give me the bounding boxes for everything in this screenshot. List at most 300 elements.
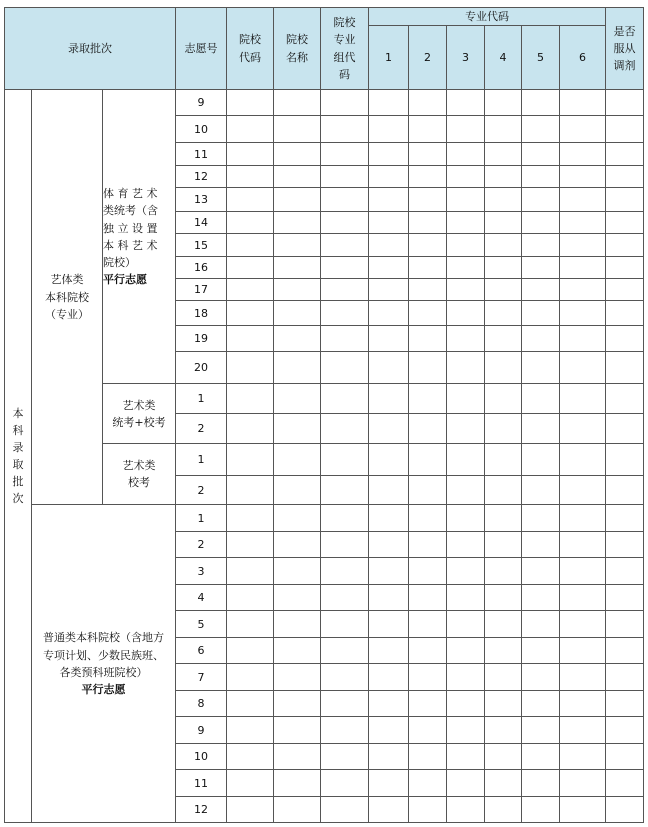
major-6-cell[interactable]: [560, 414, 606, 444]
major-1-cell[interactable]: [369, 585, 409, 611]
major-5-cell[interactable]: [522, 234, 560, 257]
group-code-cell[interactable]: [321, 717, 369, 744]
adjust-cell[interactable]: [606, 212, 644, 234]
major-6-cell[interactable]: [560, 611, 606, 638]
major-6-cell[interactable]: [560, 326, 606, 352]
school-code-cell[interactable]: [227, 664, 274, 691]
major-4-cell[interactable]: [485, 744, 522, 770]
major-1-cell[interactable]: [369, 384, 409, 414]
unified-exam-label-line: 院校）: [103, 255, 136, 269]
major-5-cell[interactable]: [522, 476, 560, 505]
adjust-cell[interactable]: [606, 444, 644, 476]
major-3-cell[interactable]: [447, 505, 485, 532]
major-6-cell[interactable]: [560, 257, 606, 279]
school-name-cell[interactable]: [274, 744, 321, 770]
major-1-cell[interactable]: [369, 116, 409, 143]
major-5-cell[interactable]: [522, 744, 560, 770]
unified-exam-label: [103, 90, 176, 384]
adjust-cell[interactable]: [606, 414, 644, 444]
major-6-cell[interactable]: [560, 585, 606, 611]
group-code-header-line: 院校: [333, 16, 356, 30]
major-6-cell[interactable]: [560, 476, 606, 505]
batch-label-char: 次: [12, 492, 24, 506]
group-code-cell[interactable]: [321, 279, 369, 301]
school-name-cell[interactable]: [274, 212, 321, 234]
major-3-cell[interactable]: [447, 532, 485, 558]
group-code-cell[interactable]: [321, 414, 369, 444]
school-code-cell[interactable]: [227, 234, 274, 257]
adjust-cell[interactable]: [606, 770, 644, 797]
major-5-cell[interactable]: [522, 166, 560, 188]
school-code-cell[interactable]: [227, 476, 274, 505]
major-4-cell[interactable]: [485, 301, 522, 326]
major-4-cell[interactable]: [485, 532, 522, 558]
group-code-cell[interactable]: [321, 691, 369, 717]
group-code-cell[interactable]: [321, 585, 369, 611]
major-1-cell[interactable]: [369, 664, 409, 691]
major-4-cell[interactable]: [485, 476, 522, 505]
major-2-cell[interactable]: [409, 797, 447, 823]
major-1-cell[interactable]: [369, 558, 409, 585]
volunteer-number: 11: [176, 770, 227, 797]
adjust-cell[interactable]: [606, 476, 644, 505]
major-1-cell[interactable]: [369, 611, 409, 638]
major-6-cell[interactable]: [560, 212, 606, 234]
major-1-cell[interactable]: [369, 166, 409, 188]
major-2-cell[interactable]: [409, 234, 447, 257]
adjust-cell[interactable]: [606, 234, 644, 257]
major-3-cell[interactable]: [447, 257, 485, 279]
major-6-cell[interactable]: [560, 532, 606, 558]
major-2-cell[interactable]: [409, 352, 447, 384]
school-name-cell[interactable]: [274, 611, 321, 638]
school-code-cell[interactable]: [227, 90, 274, 116]
major-5-cell[interactable]: [522, 558, 560, 585]
major-slot-header: 6: [560, 26, 606, 90]
adjust-cell[interactable]: [606, 143, 644, 166]
major-5-cell[interactable]: [522, 414, 560, 444]
adjust-cell[interactable]: [606, 384, 644, 414]
major-2-cell[interactable]: [409, 188, 447, 212]
group-code-cell[interactable]: [321, 532, 369, 558]
school-code-cell[interactable]: [227, 116, 274, 143]
major-1-cell[interactable]: [369, 505, 409, 532]
major-2-cell[interactable]: [409, 279, 447, 301]
group-code-cell[interactable]: [321, 212, 369, 234]
major-1-cell[interactable]: [369, 352, 409, 384]
group-code-cell[interactable]: [321, 90, 369, 116]
major-4-cell[interactable]: [485, 352, 522, 384]
major-3-cell[interactable]: [447, 444, 485, 476]
major-6-cell[interactable]: [560, 744, 606, 770]
major-4-cell[interactable]: [485, 166, 522, 188]
major-4-cell[interactable]: [485, 770, 522, 797]
major-6-cell[interactable]: [560, 770, 606, 797]
major-2-cell[interactable]: [409, 166, 447, 188]
major-4-cell[interactable]: [485, 414, 522, 444]
major-4-cell[interactable]: [485, 664, 522, 691]
adjust-cell[interactable]: [606, 638, 644, 664]
major-2-cell[interactable]: [409, 476, 447, 505]
major-2-cell[interactable]: [409, 444, 447, 476]
major-6-cell[interactable]: [560, 116, 606, 143]
adjust-cell[interactable]: [606, 717, 644, 744]
school-name-cell[interactable]: [274, 326, 321, 352]
major-3-cell[interactable]: [447, 638, 485, 664]
major-6-cell[interactable]: [560, 234, 606, 257]
school-name-cell[interactable]: [274, 532, 321, 558]
major-5-cell[interactable]: [522, 638, 560, 664]
batch-label-char: 科: [12, 423, 24, 437]
major-3-cell[interactable]: [447, 326, 485, 352]
major-slot-header: 4: [485, 26, 522, 90]
major-4-cell[interactable]: [485, 717, 522, 744]
major-5-cell[interactable]: [522, 90, 560, 116]
group-code-cell[interactable]: [321, 770, 369, 797]
major-4-cell[interactable]: [485, 638, 522, 664]
school-name-cell[interactable]: [274, 414, 321, 444]
school-code-cell[interactable]: [227, 717, 274, 744]
major-3-cell[interactable]: [447, 414, 485, 444]
major-2-cell[interactable]: [409, 326, 447, 352]
group-code-cell[interactable]: [321, 188, 369, 212]
school-code-cell[interactable]: [227, 691, 274, 717]
major-2-cell[interactable]: [409, 90, 447, 116]
school-name-cell[interactable]: [274, 143, 321, 166]
adjust-cell[interactable]: [606, 116, 644, 143]
adjust-cell[interactable]: [606, 744, 644, 770]
adjust-cell[interactable]: [606, 505, 644, 532]
group-code-cell[interactable]: [321, 664, 369, 691]
school-name-cell[interactable]: [274, 384, 321, 414]
major-2-cell[interactable]: [409, 744, 447, 770]
volunteer-number: 18: [176, 301, 227, 326]
major-4-cell[interactable]: [485, 558, 522, 585]
school-name-cell[interactable]: [274, 664, 321, 691]
school-code-cell[interactable]: [227, 638, 274, 664]
major-1-cell[interactable]: [369, 797, 409, 823]
major-2-cell[interactable]: [409, 212, 447, 234]
school-code-cell[interactable]: [227, 558, 274, 585]
adjust-cell[interactable]: [606, 558, 644, 585]
major-5-cell[interactable]: [522, 116, 560, 143]
major-6-cell[interactable]: [560, 505, 606, 532]
major-6-cell[interactable]: [560, 384, 606, 414]
major-4-cell[interactable]: [485, 116, 522, 143]
major-2-cell[interactable]: [409, 116, 447, 143]
major-2-cell[interactable]: [409, 585, 447, 611]
school-name-cell[interactable]: [274, 505, 321, 532]
major-1-cell[interactable]: [369, 326, 409, 352]
adjust-cell[interactable]: [606, 611, 644, 638]
major-1-cell[interactable]: [369, 744, 409, 770]
major-5-cell[interactable]: [522, 143, 560, 166]
major-4-cell[interactable]: [485, 691, 522, 717]
school-name-cell[interactable]: [274, 585, 321, 611]
major-3-cell[interactable]: [447, 744, 485, 770]
adjust-cell[interactable]: [606, 352, 644, 384]
group-code-cell[interactable]: [321, 505, 369, 532]
group-code-cell[interactable]: [321, 301, 369, 326]
major-3-cell[interactable]: [447, 384, 485, 414]
major-4-cell[interactable]: [485, 326, 522, 352]
major-3-cell[interactable]: [447, 770, 485, 797]
major-4-cell[interactable]: [485, 188, 522, 212]
major-3-cell[interactable]: [447, 611, 485, 638]
major-1-cell[interactable]: [369, 770, 409, 797]
adjust-cell[interactable]: [606, 90, 644, 116]
group-code-cell[interactable]: [321, 384, 369, 414]
group-code-cell[interactable]: [321, 143, 369, 166]
adjust-cell[interactable]: [606, 326, 644, 352]
major-6-cell[interactable]: [560, 301, 606, 326]
major-1-cell[interactable]: [369, 638, 409, 664]
major-3-cell[interactable]: [447, 558, 485, 585]
school-name-cell[interactable]: [274, 691, 321, 717]
major-1-cell[interactable]: [369, 234, 409, 257]
major-2-cell[interactable]: [409, 691, 447, 717]
major-6-cell[interactable]: [560, 166, 606, 188]
major-2-cell[interactable]: [409, 532, 447, 558]
major-6-cell[interactable]: [560, 558, 606, 585]
major-6-cell[interactable]: [560, 797, 606, 823]
major-2-cell[interactable]: [409, 638, 447, 664]
school-name-cell[interactable]: [274, 444, 321, 476]
major-4-cell[interactable]: [485, 611, 522, 638]
school-code-cell[interactable]: [227, 188, 274, 212]
major-1-cell[interactable]: [369, 444, 409, 476]
school-code-cell[interactable]: [227, 257, 274, 279]
school-code-cell[interactable]: [227, 611, 274, 638]
general-undergrad-label: [32, 505, 176, 823]
parallel-mode-label: 平行志愿: [103, 272, 147, 286]
major-5-cell[interactable]: [522, 301, 560, 326]
group-code-cell[interactable]: [321, 638, 369, 664]
major-2-cell[interactable]: [409, 717, 447, 744]
volunteer-number: 16: [176, 257, 227, 279]
major-5-cell[interactable]: [522, 279, 560, 301]
school-name-cell[interactable]: [274, 717, 321, 744]
group-code-cell[interactable]: [321, 326, 369, 352]
major-3-cell[interactable]: [447, 279, 485, 301]
major-5-cell[interactable]: [522, 770, 560, 797]
group-code-cell[interactable]: [321, 444, 369, 476]
major-5-cell[interactable]: [522, 691, 560, 717]
major-6-cell[interactable]: [560, 444, 606, 476]
major-1-cell[interactable]: [369, 414, 409, 444]
major-4-cell[interactable]: [485, 143, 522, 166]
school-code-cell[interactable]: [227, 444, 274, 476]
major-3-cell[interactable]: [447, 90, 485, 116]
major-5-cell[interactable]: [522, 352, 560, 384]
school-name-cell[interactable]: [274, 166, 321, 188]
adjust-cell[interactable]: [606, 301, 644, 326]
major-3-cell[interactable]: [447, 352, 485, 384]
school-name-cell[interactable]: [274, 234, 321, 257]
major-4-cell[interactable]: [485, 279, 522, 301]
group-code-cell[interactable]: [321, 352, 369, 384]
major-1-cell[interactable]: [369, 476, 409, 505]
school-code-cell[interactable]: [227, 384, 274, 414]
adjust-cell[interactable]: [606, 691, 644, 717]
major-4-cell[interactable]: [485, 444, 522, 476]
major-1-cell[interactable]: [369, 212, 409, 234]
major-2-cell[interactable]: [409, 143, 447, 166]
major-6-cell[interactable]: [560, 90, 606, 116]
major-3-cell[interactable]: [447, 301, 485, 326]
major-6-cell[interactable]: [560, 143, 606, 166]
major-4-cell[interactable]: [485, 90, 522, 116]
group-code-cell[interactable]: [321, 166, 369, 188]
major-4-cell[interactable]: [485, 234, 522, 257]
school-code-cell[interactable]: [227, 585, 274, 611]
major-5-cell[interactable]: [522, 257, 560, 279]
adjust-cell[interactable]: [606, 585, 644, 611]
major-6-cell[interactable]: [560, 352, 606, 384]
major-5-cell[interactable]: [522, 585, 560, 611]
school-code-cell[interactable]: [227, 301, 274, 326]
major-2-cell[interactable]: [409, 611, 447, 638]
school-exam-label-line: 校考: [128, 476, 150, 490]
adjust-cell[interactable]: [606, 279, 644, 301]
group-code-cell[interactable]: [321, 744, 369, 770]
major-5-cell[interactable]: [522, 797, 560, 823]
school-name-cell[interactable]: [274, 770, 321, 797]
major-6-cell[interactable]: [560, 664, 606, 691]
school-name-cell[interactable]: [274, 257, 321, 279]
school-name-cell[interactable]: [274, 352, 321, 384]
major-1-cell[interactable]: [369, 257, 409, 279]
major-3-cell[interactable]: [447, 116, 485, 143]
major-1-cell[interactable]: [369, 301, 409, 326]
school-code-cell[interactable]: [227, 326, 274, 352]
major-3-cell[interactable]: [447, 476, 485, 505]
major-1-cell[interactable]: [369, 279, 409, 301]
school-code-cell[interactable]: [227, 143, 274, 166]
school-name-cell[interactable]: [274, 188, 321, 212]
school-code-cell[interactable]: [227, 414, 274, 444]
unified-exam-label-line: 独 立 设 置: [103, 221, 158, 235]
major-4-cell[interactable]: [485, 257, 522, 279]
major-6-cell[interactable]: [560, 691, 606, 717]
major-4-cell[interactable]: [485, 384, 522, 414]
major-4-cell[interactable]: [485, 505, 522, 532]
group-code-cell[interactable]: [321, 234, 369, 257]
school-code-cell[interactable]: [227, 279, 274, 301]
school-name-cell[interactable]: [274, 301, 321, 326]
major-3-cell[interactable]: [447, 212, 485, 234]
major-2-cell[interactable]: [409, 664, 447, 691]
adjust-cell[interactable]: [606, 188, 644, 212]
school-code-cell[interactable]: [227, 797, 274, 823]
major-5-cell[interactable]: [522, 611, 560, 638]
school-name-cell[interactable]: [274, 638, 321, 664]
major-2-cell[interactable]: [409, 558, 447, 585]
adjust-cell[interactable]: [606, 664, 644, 691]
school-code-cell[interactable]: [227, 212, 274, 234]
adjust-cell[interactable]: [606, 797, 644, 823]
major-3-cell[interactable]: [447, 143, 485, 166]
major-1-cell[interactable]: [369, 90, 409, 116]
major-1-cell[interactable]: [369, 532, 409, 558]
school-name-cell[interactable]: [274, 476, 321, 505]
major-3-cell[interactable]: [447, 717, 485, 744]
major-2-cell[interactable]: [409, 505, 447, 532]
major-1-cell[interactable]: [369, 691, 409, 717]
major-1-cell[interactable]: [369, 717, 409, 744]
school-code-cell[interactable]: [227, 532, 274, 558]
major-4-cell[interactable]: [485, 585, 522, 611]
major-5-cell[interactable]: [522, 444, 560, 476]
major-5-cell[interactable]: [522, 717, 560, 744]
major-5-cell[interactable]: [522, 188, 560, 212]
major-2-cell[interactable]: [409, 301, 447, 326]
group-code-header-line: 码: [339, 67, 350, 81]
major-3-cell[interactable]: [447, 188, 485, 212]
major-5-cell[interactable]: [522, 532, 560, 558]
school-name-cell[interactable]: [274, 90, 321, 116]
major-2-cell[interactable]: [409, 384, 447, 414]
major-3-cell[interactable]: [447, 664, 485, 691]
group-code-cell[interactable]: [321, 558, 369, 585]
group-code-cell[interactable]: [321, 476, 369, 505]
school-code-cell[interactable]: [227, 505, 274, 532]
adjust-cell[interactable]: [606, 257, 644, 279]
unified-school-exam-label-line: 艺术类: [122, 398, 156, 412]
group-code-cell[interactable]: [321, 797, 369, 823]
major-3-cell[interactable]: [447, 797, 485, 823]
major-1-cell[interactable]: [369, 188, 409, 212]
major-6-cell[interactable]: [560, 638, 606, 664]
major-6-cell[interactable]: [560, 717, 606, 744]
major-6-cell[interactable]: [560, 188, 606, 212]
volunteer-number: 13: [176, 188, 227, 212]
major-1-cell[interactable]: [369, 143, 409, 166]
major-5-cell[interactable]: [522, 505, 560, 532]
school-name-cell[interactable]: [274, 116, 321, 143]
adjust-cell[interactable]: [606, 532, 644, 558]
major-3-cell[interactable]: [447, 234, 485, 257]
group-code-cell[interactable]: [321, 116, 369, 143]
major-2-cell[interactable]: [409, 414, 447, 444]
school-name-cell[interactable]: [274, 558, 321, 585]
major-5-cell[interactable]: [522, 326, 560, 352]
major-3-cell[interactable]: [447, 166, 485, 188]
major-6-cell[interactable]: [560, 279, 606, 301]
school-name-header-line: 名称: [286, 50, 308, 64]
school-code-header-line: 代码: [239, 50, 261, 64]
major-2-cell[interactable]: [409, 257, 447, 279]
school-code-cell[interactable]: [227, 770, 274, 797]
major-4-cell[interactable]: [485, 797, 522, 823]
major-3-cell[interactable]: [447, 585, 485, 611]
group-code-cell[interactable]: [321, 611, 369, 638]
major-3-cell[interactable]: [447, 691, 485, 717]
major-4-cell[interactable]: [485, 212, 522, 234]
general-label-line: 普通类本科院校（含地方: [43, 631, 164, 645]
school-code-cell[interactable]: [227, 744, 274, 770]
major-5-cell[interactable]: [522, 664, 560, 691]
major-5-cell[interactable]: [522, 212, 560, 234]
school-code-cell[interactable]: [227, 166, 274, 188]
school-code-cell[interactable]: [227, 352, 274, 384]
school-name-cell[interactable]: [274, 279, 321, 301]
major-2-cell[interactable]: [409, 770, 447, 797]
adjust-cell[interactable]: [606, 166, 644, 188]
major-5-cell[interactable]: [522, 384, 560, 414]
school-name-cell[interactable]: [274, 797, 321, 823]
group-code-cell[interactable]: [321, 257, 369, 279]
